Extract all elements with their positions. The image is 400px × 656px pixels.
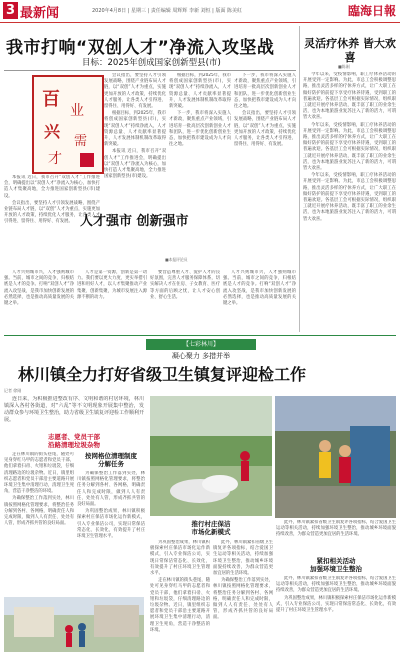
second-column-1: 走在林川镇的街头巷尾，随处可见身穿红马甲的志愿者和党员干部，他们拿着扫帚、火钳和垃圾袋，仔细清理路边的垃圾杂物。近日，镇里组织志愿者和党员干部沿主要道路开展环境卫生集中清理行动，清理卫生死角，营造干净整洁的环境。 为确保整治工作落到实处，林川镇按照网格化管理要求，将整治任务分解到各村、各网格，明确责任人和完成时限，做到人人有责任、处处有人管，形成齐抓共管的良好局面。: [4, 452, 74, 527]
commentary-column-3: 要营造尊重人才、爱护人才的良好氛围，完善人才服务保障体系，切实解决人才在住房、子女教育、医疗等方面的后顾之忧，让人才安心创业、舒心生活。: [150, 270, 220, 300]
sidebar-body: 今年以来，受疫情影响，职工疗休养活动的开展受到一定影响。为此，市总工会积极调整思路，推出灵活多样的疗休养方式，让广大职工在做好防护的前提下享受疗休养待遇，受到职工的普遍欢迎。各基层工会可根据实际情况，组织职工就近开展疗休养活动，既丰富了职工的业余生活，也为本地旅游业复苏注入了新的活力，可谓皆大欢喜。 今年以来，受疫情影响，职工疗休养活动的开展受到一定影响。为此，市总工会积极调整思路，推出灵活多样的疗休养方式，让广大职工在做好防护的前提下享受疗休养待遇，受到职工的普遍欢迎。各基层工会可根据实际情况，组织职工就近开展疗休养活动，既丰富了职工的业余生活，也为本地旅游业复苏注入了新的活力，可谓皆大欢喜。 今年以来，受疫情影响，职工疗休养活动的开展受到一定影响。为此，市总工会积极调整思路，推出灵活多样的疗休养方式，让广大职工在做好防护的前提下享受疗休养待遇，受到职工的普遍欢迎。各基层工会可根据实际情况，组织职工就近开展疗休养活动，既丰富了职工的业余生活，也为本地旅游业复苏注入了新的活力，可谓皆大欢喜。: [303, 72, 396, 222]
second-column-3: 为巩固整治成果，林川镇积极探索村庄保洁市场化运作新模式，引入专业保洁公司，实现日常保洁常态化、长效化，有效提升了村庄环境卫生管理水平。 走在林川镇的街头巷尾，随处可见身穿红马甲的志愿者和党员干部，他们拿着扫帚、火钳和垃圾袋，仔细清理路边的垃圾杂物。近日，镇里组织志愿者和党员干部沿主要道路开展环境卫生集中清理行动，清理卫生死角，营造干净整洁的环境。: [150, 540, 210, 633]
section-title: 最新闻: [20, 6, 60, 21]
commentary-column-2: 人才是第一资源，创新是第一动力。我们要以更大力度、更实举措引进和用好人才，以人才集聚推动产业集聚、创新集聚，为城市发展注入源源不断的动力。: [77, 270, 147, 300]
subhead-sanitation: 紧扣相关活动 加强环境卫生整治: [310, 557, 362, 573]
divider: [4, 70, 296, 71]
issue-meta: 2020年4月8日 | 星期三 | 责任编辑 周辉辉 李新 刘恒 | 版面 陈美紅: [92, 8, 243, 14]
column-divider: [299, 26, 300, 332]
street-photo: [4, 597, 144, 652]
lead-column-3: 根据目标，到2025年，我市将创成国家创新型县(市)，实现“双创人才”持续净流入，人才资源总量、人才贡献率显著提升，人才发展体制机制改革取得新突破。 下一步，我市将深入实施人才新政，聚焦重点产业领域，引进培育一批高层次创新创业人才和团队，进一步优化创新创业生态，加快把我市建设成为人才向往之地。: [169, 73, 231, 148]
second-kicker: 凝心聚力 多措并举: [171, 352, 231, 360]
second-headline: 林川镇全力打好省级卫生镇复评迎检工作: [18, 365, 307, 384]
lead-intro-text: 本报讯 近日，我市召开“双创人才”工作推进会，明确提出以“双创人才”净流入为核心，加快打造人才集聚高地，全力推进国家创新型县(市)建设。 会议指出，要坚持人才引领发展战略，围绕产业链布局人才链，以“双创”人才为重点，实施更加开放的人才政策，持续优化人才服务，让各类人才引得进、留得住、用得好、有发展。: [4, 175, 100, 225]
sidebar-headline: 灵活疗休养 皆大欢喜: [304, 37, 396, 64]
column-banner: 【七彩林川】: [146, 339, 256, 350]
subhead-market-cleaning: 推行村庄保洁 市场化新模式: [191, 520, 231, 536]
svg-text:业: 业: [70, 103, 84, 119]
svg-text:百: 百: [42, 89, 60, 110]
second-author: 记者 徐刚: [4, 388, 22, 393]
lead-headline: 我市打响“双创人才”净流入攻坚战: [6, 38, 275, 58]
commentary-headline: 人才强市 创新强市: [80, 214, 189, 229]
second-column-5: 此外，林川镇紧扣省级卫生镇复评各项指标，结合爱国卫生运动等相关活动，持续加强环境卫生整治，推动城乡环境面貌持续改善，为群众营造更加宜居的生活环境。: [276, 520, 396, 538]
second-column-6: 此外，林川镇紧扣省级卫生镇复评各项指标，结合爱国卫生运动等相关活动，持续加强环境卫生整治，推动城乡环境面貌持续改善，为群众营造更加宜居的生活环境。 为巩固整治成果，林川镇积极探索村庄保洁市场化运作新模式，引入专业保洁公司，实现日常保洁常态化、长效化，有效提升了村庄环境卫生管理水平。: [276, 576, 396, 614]
divider: [4, 335, 396, 336]
second-column-2: 为确保整治工作落到实处，林川镇按照网格化管理要求，将整治任务分解到各村、各网格，明确责任人和完成时限，做到人人有责任、处处有人管，形成齐抓共管的良好局面。 为巩固整治成果，林川镇积极探索村庄保洁市场化运作新模式，引入专业保洁公司，实现日常保洁常态化、长效化，有效提升了村庄环境卫生管理水平。: [77, 471, 145, 540]
commentary-column-1: 人才兴则城市兴，人才强则城市强。当前，城市之间的竞争，归根结底是人才的竞争。打响“双创人才”净流入攻坚战，是我市加快创新发展的必然选择，也是推动高质量发展的关键之举。: [4, 270, 74, 307]
svg-text:兴: 兴: [44, 122, 61, 141]
commentary-column-4: 人才兴则城市兴，人才强则城市强。当前，城市之间的竞争，归根结底是人才的竞争。打响“双创人才”净流入攻坚战，是我市加快创新发展的必然选择，也是推动高质量发展的关键之举。: [223, 270, 296, 307]
lead-subheadline: 目标：2025年创成国家创新型县(市): [82, 58, 221, 68]
second-intro: 连日来，为积极推进整改有序、文明和谐的村居环境，林川镇深入各村各街道，对“六乱”等不文明现象开展集中整治，发动群众参与环境卫生整治，助力省级卫生镇复评迎检工作顺利开展。: [4, 396, 144, 423]
cleanup-photo: [275, 396, 396, 518]
lead-column-4: 下一步，我市将深入实施人才新政，聚焦重点产业领域，引进培育一批高层次创新创业人才和团队，进一步优化创新创业生态，加快把我市建设成为人才向往之地。 会议指出，要坚持人才引领发展战略，围绕产业链布局人才链，以“双创”人才为重点，实施更加开放的人才政策，持续优化人才服务，让各类人才引得进、留得住、用得好、有发展。: [234, 73, 296, 148]
newspaper-logo: 臨海日報: [347, 4, 396, 18]
svg-text:需: 需: [74, 134, 88, 149]
cleanup-photo: [150, 396, 272, 516]
sidebar-author: ■陈刚: [338, 64, 350, 69]
page-number: 3: [3, 2, 18, 19]
subhead-volunteers: 志愿者、党员干部 沿路清理垃圾杂物: [48, 433, 100, 449]
calligraphy-seal-icon: [32, 75, 104, 174]
svg-text:才: 才: [48, 151, 62, 167]
second-column-4: 此外，林川镇紧扣省级卫生镇复评各项指标，结合爱国卫生运动等相关活动，持续加强环境卫生整治，推动城乡环境面貌持续改善，为群众营造更加宜居的生活环境。 为确保整治工作落到实处，林川镇按照网格化管理要求，将整治任务分解到各村、各网格，明确责任人和完成时限，做到人人有责任、处处有人管，形成齐抓共管的良好局面。: [213, 540, 273, 621]
commentary-author: ■本报评论员: [165, 257, 188, 262]
lead-column-2: 会议指出，要坚持人才引领发展战略，围绕产业链布局人才链，以“双创”人才为重点，实施更加开放的人才政策，持续优化人才服务，让各类人才引得进、留得住、用得好、有发展。 根据目标，到2025年，我市将创成国家创新型县(市)，实现“双创人才”持续净流入，人才资源总量、人才贡献率显著提升，人才发展体制机制改革取得新突破。 本报讯 近日，我市召开“双创人才”工作推进会，明确提出以“双创人才”净流入为核心，加快打造人才集聚高地，全力推进国家创新型县(市)建设。: [104, 73, 166, 180]
subhead-grid-tasks: 按网格位清理制度 分解任务: [85, 452, 137, 468]
